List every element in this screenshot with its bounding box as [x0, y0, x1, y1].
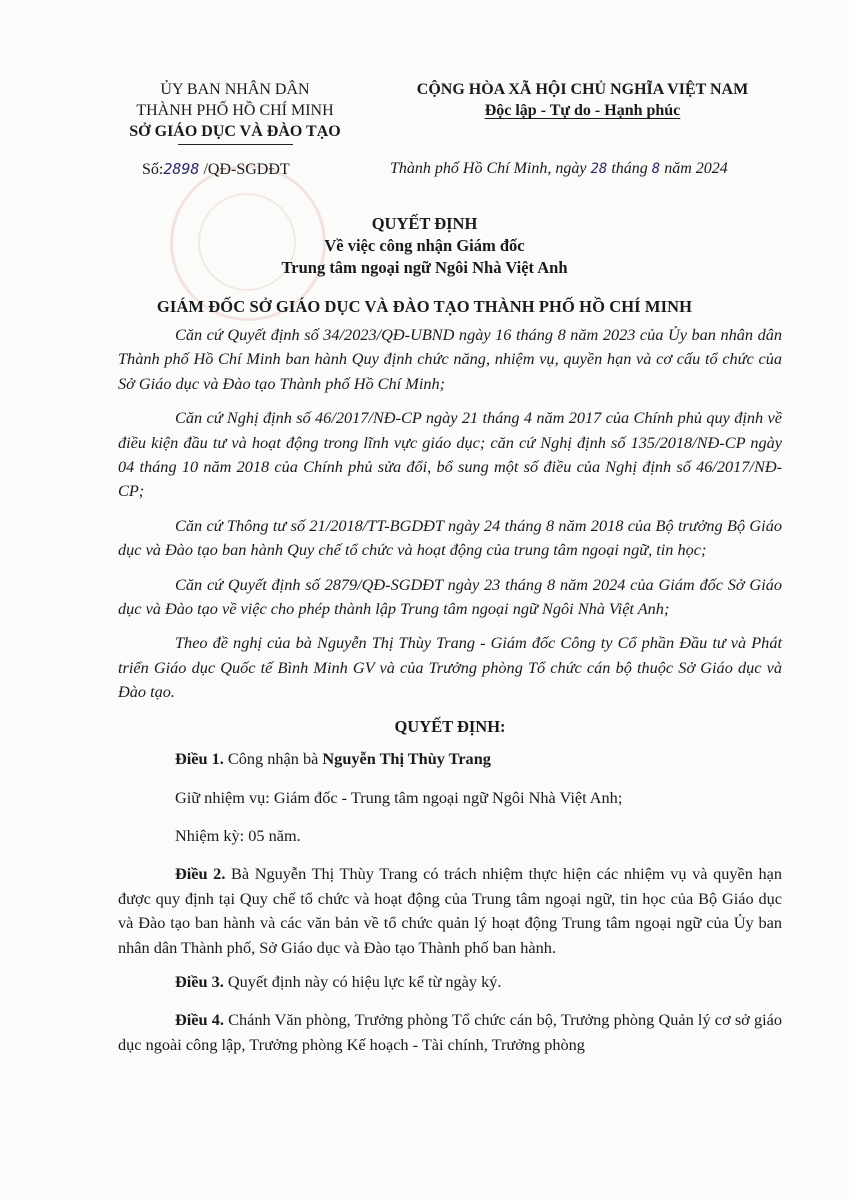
article-2-label: Điều 2.: [175, 864, 226, 884]
place-and-date: [390, 160, 728, 178]
place-date-text-3: năm 2024: [660, 160, 728, 177]
title-line-1: QUYẾT ĐỊNH: [371, 214, 478, 233]
title-line-3: Trung tâm ngoại ngữ Ngôi Nhà Việt Anh: [281, 258, 568, 277]
article-1-role: Giữ nhiệm vụ: Giám đốc - Trung tâm ngoại ngữ Ngôi Nhà Việt Anh;: [175, 787, 623, 807]
article-2-text: Bà Nguyễn Thị Thùy Trang có trách nhiệm thực hiện các nhiệm vụ và quyền hạn được quy định tại Quy chế tổ chức và hoạt động của Trung tâm ngoại ngữ, tin học của Bộ Giáo dục và Đào tạo ban hành và các văn bản về tổ chức quản lý hoạt động Trung tâm ngoại ngữ của Ủy ban nhân dân Thành phố, Sở Giáo dục và Đào tạo Thành phố ban hành.: [118, 864, 783, 957]
article-1-name: Nguyễn Thị Thùy Trang: [322, 749, 491, 769]
preamble-2: Căn cứ Nghị định số 46/2017/NĐ-CP ngày 21 tháng 4 năm 2017 của Chính phủ quy định về điều kiện đầu tư và hoạt động trong lĩnh vực giáo dục; căn cứ Nghị định số 135/2018/NĐ-CP ngày 04 tháng 10 năm 2018 của Chính phủ sửa đổi, bổ sung một số điều của Nghị định số 46/2017/NĐ-CP;: [118, 408, 782, 501]
national-title: CỘNG HÒA XÃ HỘI CHỦ NGHĨA VIỆT NAM: [416, 81, 749, 98]
authority-line: GIÁM ĐỐC SỞ GIÁO DỤC VÀ ĐÀO TẠO THÀNH PHỐ HỒ CHÍ MINH: [156, 297, 693, 316]
title-line-2: Về việc công nhận Giám đốc: [324, 236, 525, 255]
document-body: [118, 323, 782, 1067]
article-3-label: Điều 3.: [175, 971, 224, 991]
article-3: [118, 970, 782, 994]
article-1-label: Điều 1.: [175, 749, 224, 769]
agency-underline: [178, 144, 293, 145]
article-1-text: Công nhận bà: [223, 749, 323, 769]
place-date-text-1: Thành phố Hồ Chí Minh, ngày: [390, 160, 591, 177]
agency-line-2: THÀNH PHỐ HỒ CHÍ MINH: [136, 102, 334, 119]
national-motto: Độc lập - Tự do - Hạnh phúc: [484, 102, 681, 119]
agency-line-3: SỞ GIÁO DỤC VÀ ĐÀO TẠO: [129, 123, 341, 140]
preamble-3: Căn cứ Thông tư số 21/2018/TT-BGDĐT ngày 24 tháng 8 năm 2018 của Bộ trưởng Bộ Giáo dục và Đào tạo ban hành Quy chế tổ chức và hoạt động của trung tâm ngoại ngữ, tin học;: [118, 515, 782, 560]
agency-line-1: ỦY BAN NHÂN DÂN: [160, 81, 310, 98]
doc-number-prefix: Số:: [142, 161, 164, 178]
date-day-handwritten: 28: [590, 161, 608, 177]
doc-number-handwritten: 2898: [163, 160, 200, 178]
place-date-text-2: tháng: [607, 160, 652, 177]
article-3-text: Quyết định này có hiệu lực kể từ ngày ký.: [223, 971, 502, 991]
preamble-5: Theo đề nghị của bà Nguyễn Thị Thùy Trang - Giám đốc Công ty Cổ phần Đầu tư và Phát triển Giáo dục Quốc tế Bình Minh GV và của Trưởng phòng Tổ chức cán bộ thuộc Sở Giáo dục và Đào tạo.: [118, 633, 782, 702]
article-1: [118, 747, 782, 771]
decision-heading: QUYẾT ĐỊNH:: [394, 716, 506, 736]
preamble-4: Căn cứ Quyết định số 2879/QĐ-SGDĐT ngày 23 tháng 8 năm 2024 của Giám đốc Sở Giáo dục và Đào tạo về việc cho phép thành lập Trung tâm ngoại ngữ Ngôi Nhà Việt Anh;: [118, 574, 782, 619]
article-4-text: Chánh Văn phòng, Trưởng phòng Tổ chức cán bộ, Trưởng phòng Quản lý cơ sở giáo dục ngoài công lập, Trưởng phòng Kế hoạch - Tài chính, Trưởng phòng: [118, 1010, 782, 1054]
article-4-label: Điều 4.: [175, 1010, 224, 1030]
date-month-handwritten: 8: [651, 161, 661, 177]
decision-title: [0, 213, 849, 279]
article-4: [118, 1008, 782, 1057]
doc-number-suffix: /QĐ-SGDĐT: [199, 161, 290, 178]
national-header: [395, 79, 770, 121]
article-2: [118, 862, 782, 960]
document-number: [142, 160, 290, 179]
issuing-agency-header: [110, 79, 360, 145]
article-1-term: Nhiệm kỳ: 05 năm.: [175, 825, 301, 845]
preamble-1: Căn cứ Quyết định số 34/2023/QĐ-UBND ngày 16 tháng 8 năm 2023 của Ủy ban nhân dân Thành phố Hồ Chí Minh ban hành Quy định chức năng, nhiệm vụ, quyền hạn và cơ cấu tổ chức của Sở Giáo dục và Đào tạo Thành phố Hồ Chí Minh;: [118, 325, 782, 393]
